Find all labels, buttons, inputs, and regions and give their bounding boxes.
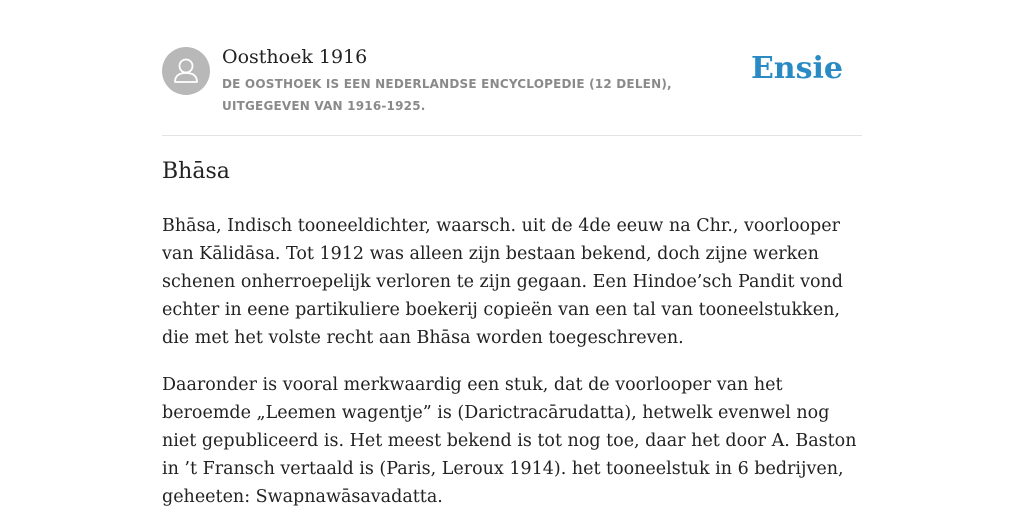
header-divider [162,135,862,136]
ensie-logo-link[interactable]: Ensie [750,51,843,86]
article-body [162,212,862,512]
source-description: DE OOSTHOEK IS EEN NEDERLANDSE ENCYCLOPEDIE (12 DELEN), UITGEGEVEN VAN 1916-1925. [222,77,672,113]
article-paragraph: Daaronder is vooral merkwaardig een stuk, dat de voorlooper van het beroemde „Leemen wagentje” is (Darictracārudatta), hetwelk evenwel nog niet gepubliceerd is. Het meest bekend is tot nog toe, daar het door A. Baston in ’t Fransch vertaald is (Paris, Leroux 1914). het tooneelstuk in 6 bedrijven, geheeten: Swapnawāsavadatta. [162,375,857,507]
source-title[interactable]: Oosthoek 1916 [222,46,368,68]
source-header [162,44,862,135]
article-title: Bhāsa [162,159,230,184]
user-silhouette-icon [162,47,210,95]
source-avatar[interactable] [162,47,210,95]
article-paragraph: Bhāsa, Indisch tooneeldichter, waarsch. uit de 4de eeuw na Chr., voorlooper van Kālidāsa. Tot 1912 was alleen zijn bestaan bekend, doch zijne werken schenen onherroepelijk verloren te zijn gegaan. Een Hindoe’sch Pandit vond echter in eene partikuliere boekerij copieën van een tal van tooneelstukken, die met het volste recht aan Bhāsa worden toegeschreven. [162,216,843,348]
